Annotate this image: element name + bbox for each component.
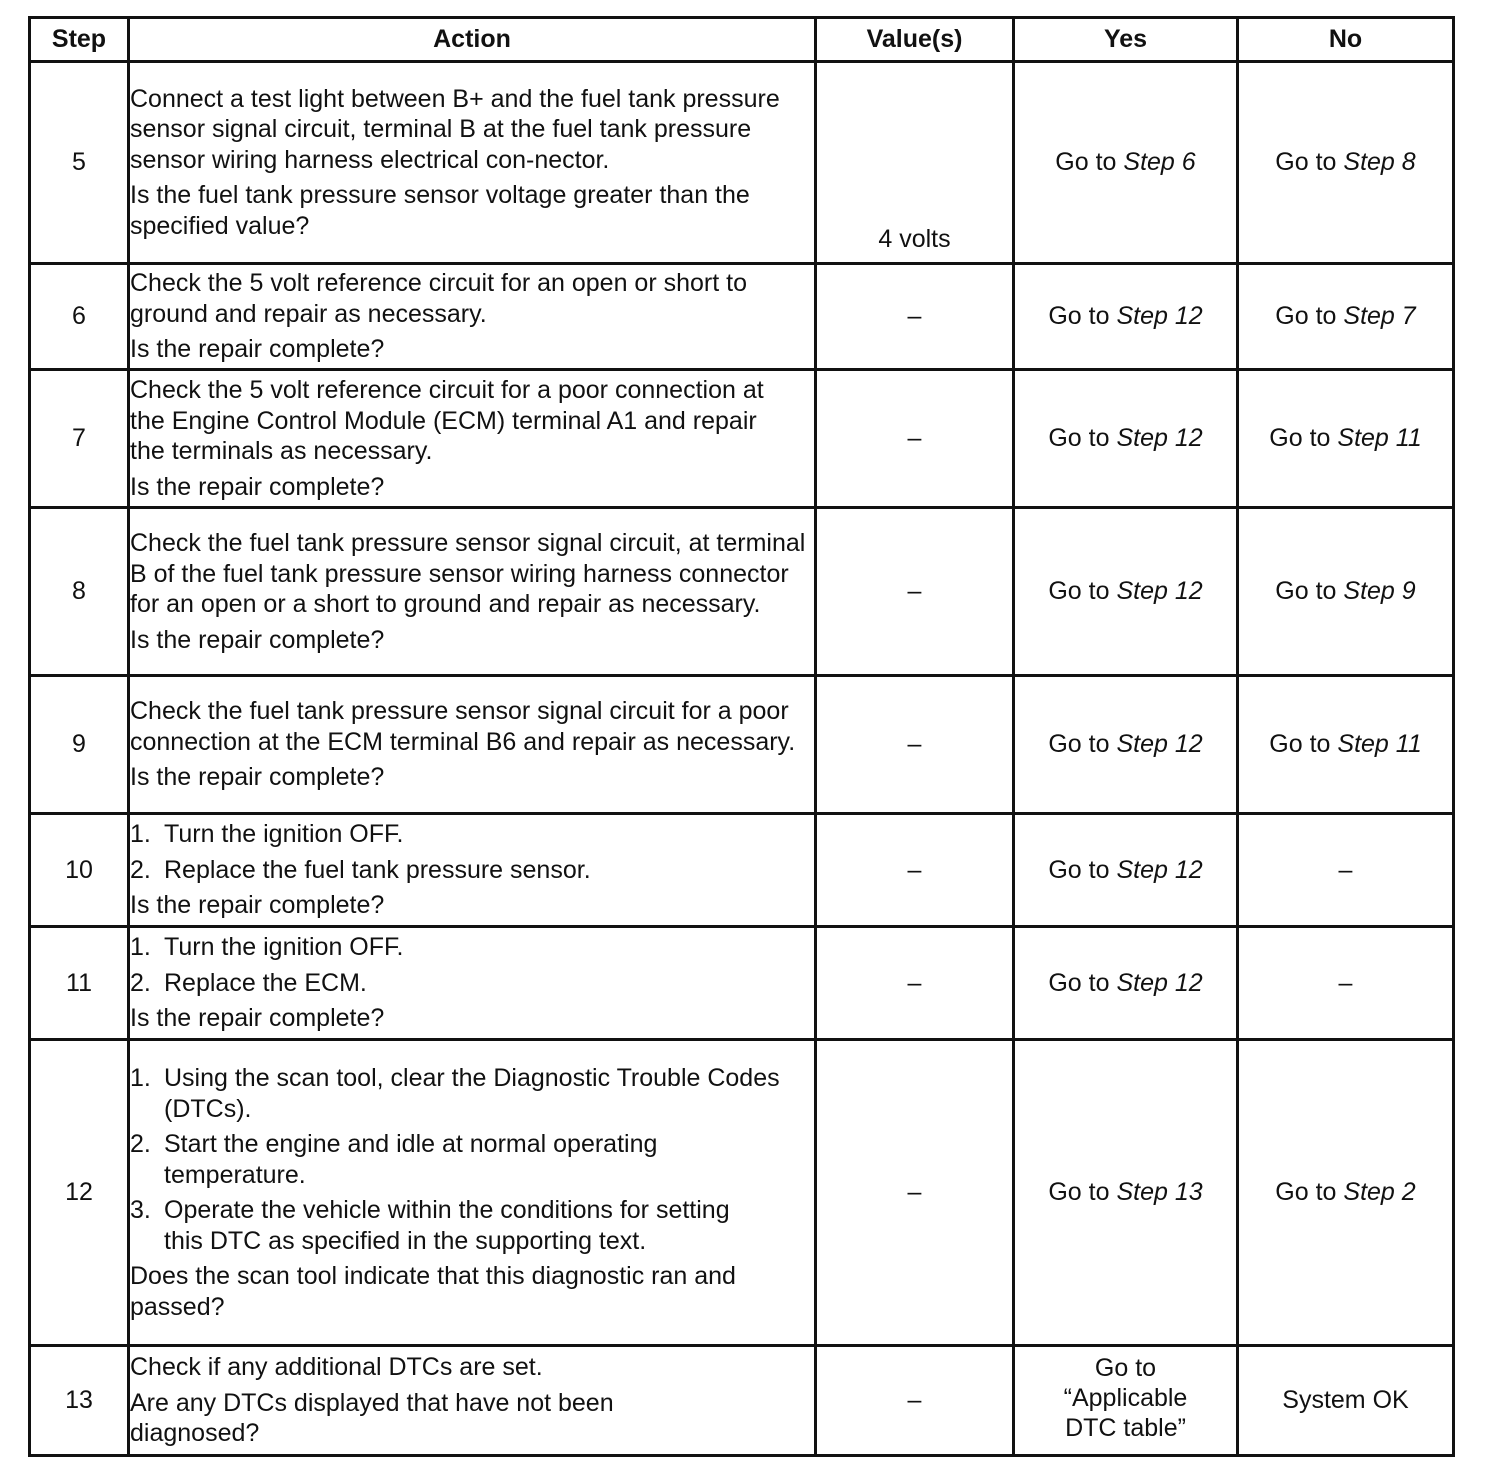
action-question: Is the repair complete?	[130, 472, 385, 501]
step-number: 13	[30, 1346, 129, 1456]
action-cell	[129, 370, 816, 508]
step-number: 8	[30, 508, 129, 676]
go-to-label: Go to	[1048, 302, 1110, 330]
go-to-label: Go to	[1275, 1178, 1337, 1206]
step-number: 7	[30, 370, 129, 508]
list-item	[130, 968, 814, 999]
action-text: Check the fuel tank pressure sensor signal circuit, at terminal B of the fuel tank pressure sensor wiring harness connector for an open or a short to ground and repair as necessary.	[130, 529, 806, 618]
list-text: Using the scan tool, clear the Diagnostic Trouble Codes (DTCs).	[164, 1064, 780, 1123]
step-number: 11	[30, 927, 129, 1040]
action-question: Is the fuel tank pressure sensor voltage greater than the specified value?	[130, 181, 750, 240]
step-number: 5	[30, 62, 129, 264]
list-item	[130, 1195, 814, 1256]
list-number: 2.	[130, 855, 151, 884]
header-row	[30, 18, 1454, 62]
table-row	[30, 676, 1454, 814]
list-number: 3.	[130, 1196, 151, 1224]
go-to-label: Go to	[1275, 148, 1337, 176]
step-number: 6	[30, 264, 129, 370]
step-link: Step 11	[1337, 730, 1422, 758]
table-row	[30, 370, 1454, 508]
no-cell: System OK	[1238, 1346, 1454, 1456]
go-to-label: Go to	[1048, 1178, 1110, 1206]
action-cell	[129, 62, 816, 264]
table-row	[30, 1346, 1454, 1456]
yes-cell	[1014, 927, 1238, 1040]
no-cell: –	[1238, 814, 1454, 927]
list-text: Turn the ignition OFF.	[164, 820, 404, 849]
step-link: Step 12	[1116, 577, 1203, 605]
step-link: Step 8	[1343, 148, 1416, 176]
action-cell	[129, 264, 816, 370]
action-question: Does the scan tool indicate that this diagnostic ran and passed?	[130, 1262, 736, 1321]
value-cell: –	[816, 814, 1014, 927]
value-cell: –	[816, 1346, 1014, 1456]
list-text: Start the engine and idle at normal operating temperature.	[164, 1130, 658, 1189]
action-cell	[129, 676, 816, 814]
step-number: 9	[30, 676, 129, 814]
action-text: Check the 5 volt reference circuit for a poor connection at the Engine Control Module (ECM) terminal A1 and repair the terminals as necessary.	[130, 376, 764, 465]
list-text: Turn the ignition OFF.	[164, 933, 404, 962]
value-cell: 4 volts	[816, 62, 1014, 264]
list-text: Replace the ECM.	[164, 968, 367, 997]
table-row	[30, 62, 1454, 264]
header-values: Value(s)	[816, 18, 1014, 62]
step-link: Step 12	[1116, 855, 1203, 884]
list-number: 1.	[130, 1064, 151, 1092]
yes-cell	[1014, 508, 1238, 676]
step-link: Step 9	[1343, 577, 1416, 605]
header-action: Action	[129, 18, 816, 62]
yes-cell	[1014, 1040, 1238, 1346]
action-cell	[129, 1040, 816, 1346]
go-to-label: Go to	[1048, 855, 1110, 884]
action-question: Is the repair complete?	[130, 891, 385, 920]
no-cell	[1238, 676, 1454, 814]
header-no: No	[1238, 18, 1454, 62]
yes-text-line: Go to	[1094, 1353, 1157, 1382]
table-row	[30, 264, 1454, 370]
no-cell	[1238, 1040, 1454, 1346]
go-to-label: Go to	[1048, 424, 1110, 452]
list-number: 1.	[130, 820, 151, 849]
list-item	[130, 1129, 814, 1190]
action-cell	[129, 1346, 816, 1456]
go-to-label: Go to	[1048, 968, 1110, 997]
list-item	[130, 932, 814, 963]
header-yes: Yes	[1014, 18, 1238, 62]
value-cell: –	[816, 676, 1014, 814]
step-link: Step 7	[1343, 302, 1416, 330]
action-text: Check the fuel tank pressure sensor signal circuit for a poor connection at the ECM terminal B6 and repair as necessary.	[130, 697, 796, 756]
yes-cell	[1014, 264, 1238, 370]
action-question: Is the repair complete?	[130, 335, 385, 364]
diagnostic-table	[28, 16, 1455, 1457]
yes-cell	[1014, 62, 1238, 264]
action-cell	[129, 508, 816, 676]
header-step: Step	[30, 18, 129, 62]
yes-cell	[1014, 1346, 1238, 1456]
step-link: Step 6	[1123, 148, 1196, 176]
table-row	[30, 927, 1454, 1040]
value-cell: –	[816, 508, 1014, 676]
yes-cell	[1014, 370, 1238, 508]
list-number: 2.	[130, 968, 151, 997]
no-cell	[1238, 264, 1454, 370]
step-link: Step 13	[1116, 1178, 1203, 1206]
yes-text-line: DTC table”	[1065, 1413, 1186, 1442]
no-cell: –	[1238, 927, 1454, 1040]
no-cell	[1238, 508, 1454, 676]
action-question: Is the repair complete?	[130, 625, 385, 654]
action-question: Are any DTCs displayed that have not been diagnosed?	[130, 1388, 614, 1448]
step-link: Step 12	[1116, 968, 1203, 997]
step-link: Step 12	[1116, 424, 1203, 452]
action-cell	[129, 814, 816, 927]
no-cell	[1238, 62, 1454, 264]
table-row	[30, 814, 1454, 927]
list-number: 1.	[130, 933, 151, 962]
no-cell	[1238, 370, 1454, 508]
action-cell	[129, 927, 816, 1040]
go-to-label: Go to	[1275, 577, 1337, 605]
list-text: Replace the fuel tank pressure sensor.	[164, 855, 591, 884]
value-cell: –	[816, 264, 1014, 370]
go-to-label: Go to	[1269, 730, 1331, 758]
action-question: Is the repair complete?	[130, 1004, 385, 1033]
list-item	[130, 819, 814, 850]
go-to-label: Go to	[1048, 577, 1110, 605]
go-to-label: Go to	[1048, 730, 1110, 758]
action-text: Check the 5 volt reference circuit for an open or short to ground and repair as necessary.	[130, 269, 747, 328]
step-number: 12	[30, 1040, 129, 1346]
value-cell: –	[816, 927, 1014, 1040]
step-link: Step 12	[1116, 730, 1203, 758]
step-link: Step 2	[1343, 1178, 1416, 1206]
value-cell: –	[816, 1040, 1014, 1346]
go-to-label: Go to	[1055, 148, 1117, 176]
action-text: Connect a test light between B+ and the fuel tank pressure sensor signal circuit, terminal B at the fuel tank pressure sensor wiring harness electrical con-nector.	[130, 84, 780, 174]
yes-text-line: “Applicable	[1063, 1383, 1188, 1412]
value-cell: –	[816, 370, 1014, 508]
step-number: 10	[30, 814, 129, 927]
action-text: Check if any additional DTCs are set.	[130, 1353, 543, 1382]
table-row	[30, 1040, 1454, 1346]
go-to-label: Go to	[1275, 302, 1337, 330]
list-number: 2.	[130, 1130, 151, 1158]
list-item	[130, 1063, 814, 1124]
list-text: Operate the vehicle within the conditions for setting this DTC as specified in the supporting text.	[164, 1196, 730, 1255]
action-question: Is the repair complete?	[130, 763, 385, 792]
table-row	[30, 508, 1454, 676]
step-link: Step 12	[1116, 302, 1203, 330]
list-item	[130, 855, 814, 886]
yes-cell	[1014, 814, 1238, 927]
yes-cell	[1014, 676, 1238, 814]
go-to-label: Go to	[1269, 424, 1331, 452]
step-link: Step 11	[1337, 424, 1422, 452]
